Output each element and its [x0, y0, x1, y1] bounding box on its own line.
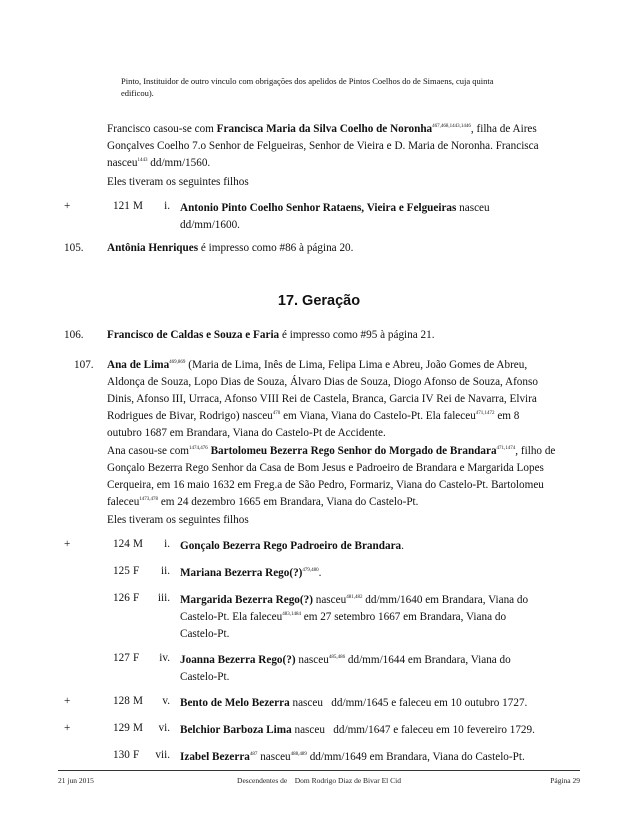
- child-entry: Belchior Barboza Lima nasceu dd/mm/1647 e faleceu em 10 fevereiro 1729.: [180, 724, 535, 736]
- source-ref: 481,482: [346, 595, 363, 600]
- spouse-name: Francisca Maria da Silva Coelho de Noronha: [216, 123, 433, 135]
- has-descendants-marker: +: [64, 695, 71, 707]
- child-number: 129: [113, 722, 130, 734]
- footer-title: Descendentes de Dom Rodrigo Diaz de Bivar El Cid: [237, 776, 401, 785]
- generation-heading: 17. Geração: [277, 293, 361, 309]
- child-number: 125: [113, 565, 130, 577]
- child-entry: Bento de Melo Bezerra nasceu dd/mm/1645 e faleceu em 10 outubro 1727.: [180, 697, 528, 709]
- child-entry: Izabel Bezerra$^{487}$ nasceu$^{488,489}$ dd/mm/1649 em Brandara, Viana do Castelo-Pt.: [180, 751, 525, 763]
- person-name: Francisco de Caldas e Souza e Faria: [107, 329, 280, 341]
- child-number: 121: [113, 200, 130, 212]
- source-ref: 471,1474: [496, 446, 516, 451]
- child-ordinal: vii.: [155, 749, 170, 761]
- child-name: Gonçalo Bezerra Rego Padroeiro de Brandara: [180, 540, 402, 552]
- francisco-marriage-paragraph: Francisco casou-se com Francisca Maria da Silva Coelho de Noronha$^{467,468,1443,1446}$, filha de Aires Gonçalves Coelho 7.o Senhor de Felgueiras, Senhor de Vieira e D. Maria de Noronha. Francisca nasceu$^{1443}$ dd/mm/1560.: [107, 123, 539, 169]
- source-ref: 479,480: [302, 568, 319, 573]
- child-number: 128: [113, 695, 130, 707]
- entry-number: 107.: [74, 359, 94, 371]
- child-name: Izabel Bezerra: [180, 751, 250, 763]
- child-number: 126: [113, 592, 130, 604]
- entry-106: Francisco de Caldas e Souza e Faria é impresso como #95 à página 21.: [107, 329, 435, 341]
- source-ref: 467,468,1443,1446: [432, 124, 471, 129]
- source-ref: 487: [249, 752, 258, 757]
- person-name: Antônia Henriques: [107, 242, 199, 254]
- child-sex: M: [133, 538, 143, 550]
- source-ref: 483,1484: [282, 612, 301, 617]
- person-name: Ana de Lima: [107, 359, 170, 371]
- child-ordinal: v.: [162, 695, 170, 707]
- entry-107-paragraph: Ana de Lima$^{469,869}$ (Maria de Lima, Inês de Lima, Felipa Lima e Abreu, João Gomes de Abreu, Aldonça de Souza, Lopo Dias de Souza, Álvaro Dias de Souza, Diogo Afonso de Souza, Afonso Dinis, Afonso III, Urraca, Afonso VIII Rei de Castela, Branca, Garcia IV Rei de Navarra, Elvira Rodrigues de Bivar, Rodrigo) nasceu$^{470}$ em Viana, Viana do Castelo-Pt. Ela faleceu$^{471,1472}$ em 8 outubro 1687 em Brandara, Viana do Castelo-Pt de Accidente.: [107, 359, 538, 439]
- child-ordinal: i.: [164, 200, 170, 212]
- child-sex: F: [133, 652, 140, 664]
- child-entry: Joanna Bezerra Rego(?) nasceu$^{485,486}$ dd/mm/1644 em Brandara, Viana do Castelo-Pt.: [180, 654, 511, 683]
- source-ref: 1474,476: [189, 446, 208, 451]
- footer-page-number: Página 29: [550, 776, 580, 785]
- child-entry: Margarida Bezerra Rego(?) nasceu$^{481,482}$ dd/mm/1640 em Brandara, Viana do Castelo-Pt. Ela faleceu$^{483,1484}$ em 27 setembro 1667 em Brandara, Viana do Castelo-Pt.: [180, 594, 529, 640]
- footer-divider: [58, 770, 580, 771]
- entry-105: Antônia Henriques é impresso como #86 à página 20.: [107, 242, 354, 254]
- child-ordinal: iv.: [159, 652, 170, 664]
- source-ref: 469,869: [169, 360, 186, 365]
- entry-number: 105.: [64, 242, 84, 254]
- has-descendants-marker: +: [64, 722, 71, 734]
- source-ref: 488,489: [290, 752, 307, 757]
- child-ordinal: vi.: [158, 722, 170, 734]
- child-sex: F: [133, 592, 140, 604]
- child-name: Antonio Pinto Coelho Senhor Rataens, Vieira e Felgueiras: [180, 202, 457, 214]
- child-sex: M: [133, 695, 143, 707]
- children-intro: Eles tiveram os seguintes filhos: [107, 514, 249, 526]
- child-sex: F: [133, 565, 140, 577]
- entry-number: 106.: [64, 329, 84, 341]
- child-ordinal: ii.: [160, 565, 170, 577]
- child-name: Mariana Bezerra Rego(?): [180, 567, 303, 579]
- child-name: Bento de Melo Bezerra: [180, 697, 290, 709]
- child-number: 130: [113, 749, 130, 761]
- child-sex: M: [133, 722, 143, 734]
- child-name: Joanna Bezerra Rego(?): [180, 654, 296, 666]
- child-sex: M: [133, 200, 143, 212]
- top-note-line: Pinto, Instituidor de outro vinculo com obrigações dos apelidos de Pintos Coelhos do de Simaens, cuja quinta: [121, 76, 494, 86]
- child-sex: F: [133, 749, 140, 761]
- child-ordinal: i.: [164, 538, 170, 550]
- child-entry: Antonio Pinto Coelho Senhor Rataens, Vieira e Felgueiras nasceu dd/mm/1600.: [180, 202, 490, 231]
- source-ref: 470: [272, 411, 281, 416]
- child-entry: Gonçalo Bezerra Rego Padroeiro de Brandara.: [180, 540, 404, 552]
- entry-107-marriage-paragraph: Ana casou-se com$^{1474,476}$ Bartolomeu Bezerra Rego Senhor do Morgado de Brandara$^{471,1474}$, filho de Gonçalo Bezerra Rego Senhor da Casa de Bom Jesus e Padroeiro de Brandara e Margarida Lopes Cerqueira, em 16 maio 1632 em Freg.a de São Pedro, Formariz, Viana do Castelo-Pt. Bartolomeu faleceu$^{1473,478}$ em 24 dezembro 1665 em Brandara, Viana do Castelo-Pt.: [107, 445, 556, 508]
- child-number: 127: [113, 652, 130, 664]
- child-ordinal: iii.: [157, 592, 170, 604]
- child-entry: Mariana Bezerra Rego(?)$^{479,480}$.: [180, 567, 322, 579]
- child-number: 124: [113, 538, 130, 550]
- has-descendants-marker: +: [64, 538, 71, 550]
- top-note-line: edificou).: [121, 88, 154, 98]
- source-ref: 485,486: [328, 655, 346, 660]
- child-name: Margarida Bezerra Rego(?): [180, 594, 313, 606]
- has-descendants-marker: +: [64, 200, 71, 212]
- source-ref: 471,1472: [475, 411, 495, 416]
- children-intro: Eles tiveram os seguintes filhos: [107, 176, 249, 188]
- source-ref: 1473,478: [139, 497, 159, 502]
- spouse-name: Bartolomeu Bezerra Rego Senhor do Morgado de Brandara: [207, 445, 497, 457]
- source-ref: 1443: [137, 158, 148, 163]
- top-note: [121, 75, 494, 99]
- footer-date: 21 jun 2015: [58, 776, 94, 785]
- child-name: Belchior Barboza Lima: [180, 724, 292, 736]
